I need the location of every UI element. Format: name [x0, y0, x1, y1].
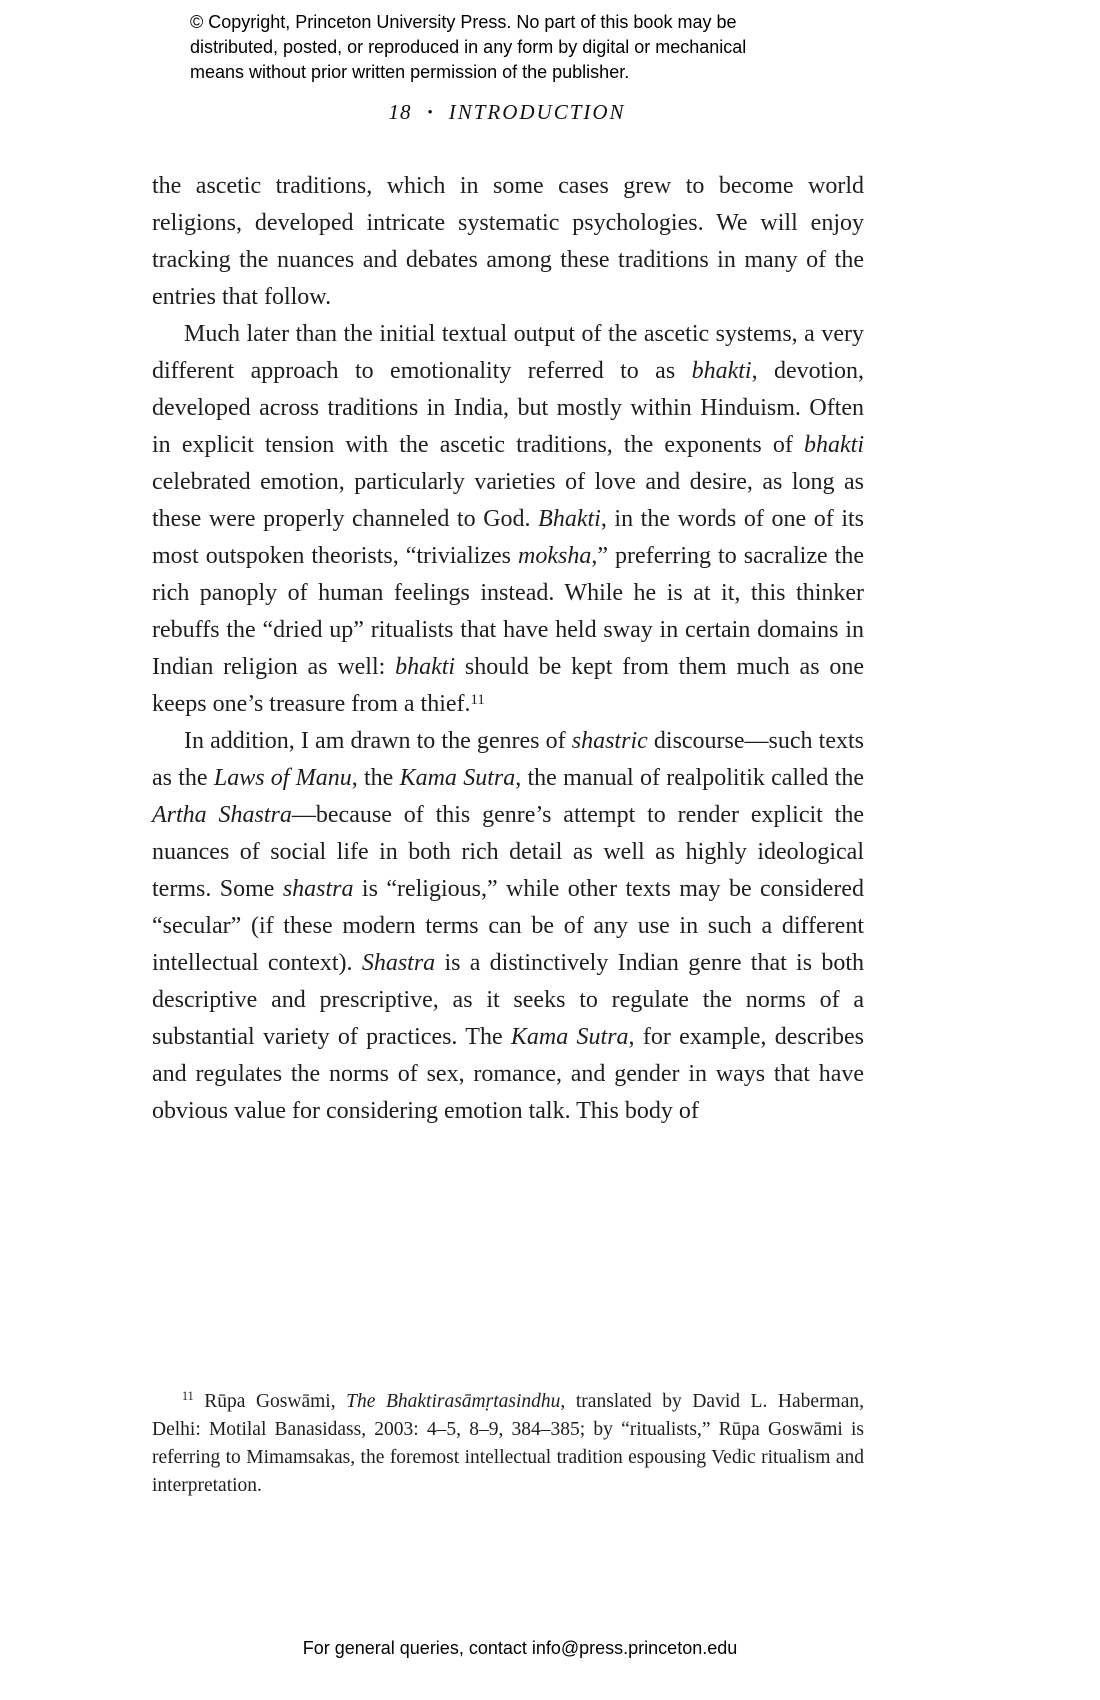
paragraph: Much later than the initial textual output of the ascetic systems, a very different approach to emotionality referred to as bhakti, devotion, developed across traditions in India, but mostly within Hinduism. Often in explicit tension with the ascetic traditions, the exponents of bhakti celebrated emotion, particularly varieties of love and desire, as long as these were properly channeled to God. Bhakti, in the words of one of its most outspoken theorists, “trivializes moksha,” preferring to sacralize the rich panoply of human feelings instead. While he is at it, this thinker rebuffs the “dried up” ritualists that have held sway in certain domains in Indian religion as well: bhakti should be kept from them much as one keeps one’s treasure from a thief.$^{11}$ — [152, 321, 865, 717]
footnote-block — [152, 1388, 864, 1500]
running-head-title: INTRODUCTION — [448, 100, 626, 124]
separator-bullet-icon: • — [427, 105, 433, 121]
running-header — [152, 100, 862, 125]
copyright-line: distributed, posted, or reproduced in any form by digital or mechanical — [190, 37, 747, 57]
page-number: 18 — [388, 100, 412, 124]
footnote-text: $^{11}$ Rūpa Goswāmi, The Bhaktirasāmṛtasindhu, translated by David L. Haberman, Delhi: Motilal Banasidass, 2003: 4–5, 8–9, 384–385; by “ritualists,” Rūpa Goswāmi is referring to Mimamsakas, the foremost intellectual tradition espousing Vedic ritualism and interpretation. — [152, 1389, 865, 1496]
paragraph: In addition, I am drawn to the genres of shastric discourse—such texts as the Laws of Manu, the Kama Sutra, the manual of realpolitik called the Artha Shastra—because of this genre’s attempt to render explicit the nuances of social life in both rich detail as well as highly ideological terms. Some shastra is “religious,” while other texts may be considered “secular” (if these modern terms can be of any use in such a different intellectual context). Shastra is a distinctively Indian genre that is both descriptive and prescriptive, as it seeks to regulate the norms of a substantial variety of practices. The Kama Sutra, for example, describes and regulates the norms of sex, romance, and gender in ways that have obvious value for considering emotion talk. This body of — [152, 728, 865, 1124]
copyright-line: © Copyright, Princeton University Press. No part of this book may be — [190, 12, 737, 32]
body-text-block — [152, 168, 864, 1130]
footer-contact: For general queries, contact info@press.princeton.edu — [302, 1638, 738, 1658]
copyright-notice — [190, 10, 870, 85]
paragraph: the ascetic traditions, which in some cases grew to become world religions, developed intricate systematic psychologies. We will enjoy tracking the nuances and debates among these traditions in many of the entries that follow. — [152, 173, 864, 310]
copyright-line: means without prior written permission of the publisher. — [190, 62, 630, 82]
